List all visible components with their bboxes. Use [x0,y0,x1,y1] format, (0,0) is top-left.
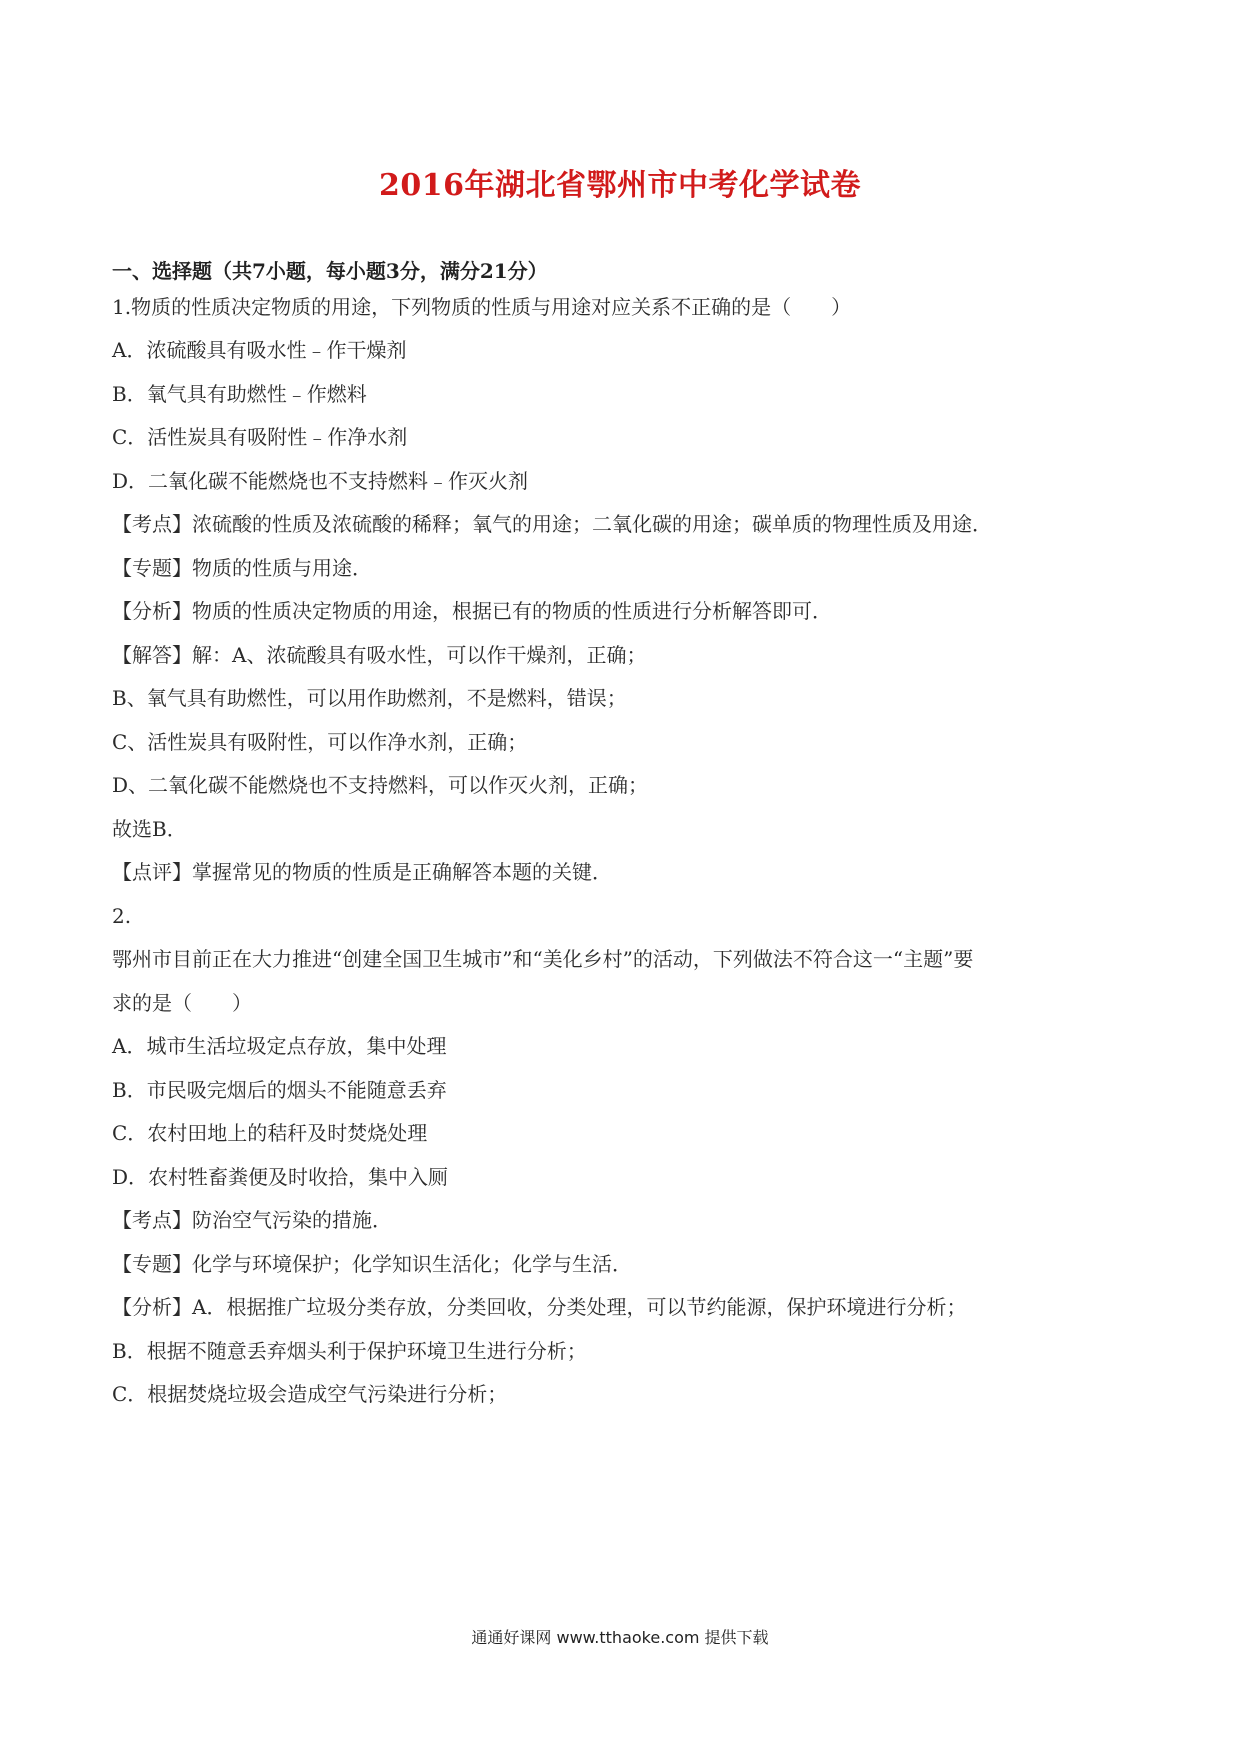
question-2-fenxi-c: C．根据焚烧垃圾会造成空气污染进行分析； [112,1382,508,1406]
page-footer: 通通好课网 www.tthaoke.com 提供下载 [471,1628,769,1647]
question-1-fenxi: 【分析】物质的性质决定物质的用途，根据已有的物质的性质进行分析解答即可． [112,599,832,623]
question-2-fenxi-b: B．根据不随意丢弃烟头利于保护环境卫生进行分析； [112,1339,587,1363]
question-1-jieda-d: D、二氧化碳不能燃烧也不支持燃料，可以作灭火剂，正确； [112,773,649,797]
question-2-option-d: D．农村牲畜粪便及时收拾，集中入厕 [112,1165,449,1189]
question-2-zhuanti: 【专题】化学与环境保护；化学知识生活化；化学与生活． [112,1252,632,1276]
question-1-kaodian: 【考点】浓硫酸的性质及浓硫酸的稀释；氧气的用途；二氧化碳的用途；碳单质的物理性质及用途． [112,512,992,536]
question-1-option-a: A．浓硫酸具有吸水性﹣作干燥剂 [112,338,407,362]
question-2-number: 2. [112,904,132,928]
question-2-stem-line-2: 求的是（ ） [112,991,252,1015]
question-1-zhuanti: 【专题】物质的性质与用途． [112,556,372,580]
page-title: 2016年湖北省鄂州市中考化学试卷 [379,168,861,203]
question-2-fenxi: 【分析】A．根据推广垃圾分类存放，分类回收，分类处理，可以节约能源，保护环境进行分析； [112,1295,967,1319]
question-1-dianping: 【点评】掌握常见的物质的性质是正确解答本题的关键． [112,860,612,884]
question-2-option-b: B．市民吸完烟后的烟头不能随意丢弃 [112,1078,447,1102]
question-1-jieda-b: B、氧气具有助燃性，可以用作助燃剂，不是燃料，错误； [112,686,627,710]
question-1-jieda-c: C、活性炭具有吸附性，可以作净水剂，正确； [112,730,528,754]
section-heading: 一、选择题（共7小题，每小题3分，满分21分） [112,259,548,283]
question-1-stem: 1.物质的性质决定物质的用途，下列物质的性质与用途对应关系不正确的是（ ） [112,295,852,319]
question-1-answer: 故选B． [112,817,187,841]
question-1-option-c: C．活性炭具有吸附性﹣作净水剂 [112,425,408,449]
question-2-option-c: C．农村田地上的秸秆及时焚烧处理 [112,1121,428,1145]
question-1-option-b: B．氧气具有助燃性﹣作燃料 [112,382,367,406]
question-2-option-a: A．城市生活垃圾定点存放，集中处理 [112,1034,447,1058]
question-2-kaodian: 【考点】防治空气污染的措施． [112,1208,392,1232]
question-1-jieda: 【解答】解：A、浓硫酸具有吸水性，可以作干燥剂，正确； [112,643,647,667]
question-2-stem-line-1: 鄂州市目前正在大力推进“创建全国卫生城市”和“美化乡村”的活动，下列做法不符合这一“主题”要 [112,947,974,971]
question-1-option-d: D．二氧化碳不能燃烧也不支持燃料﹣作灭火剂 [112,469,529,493]
